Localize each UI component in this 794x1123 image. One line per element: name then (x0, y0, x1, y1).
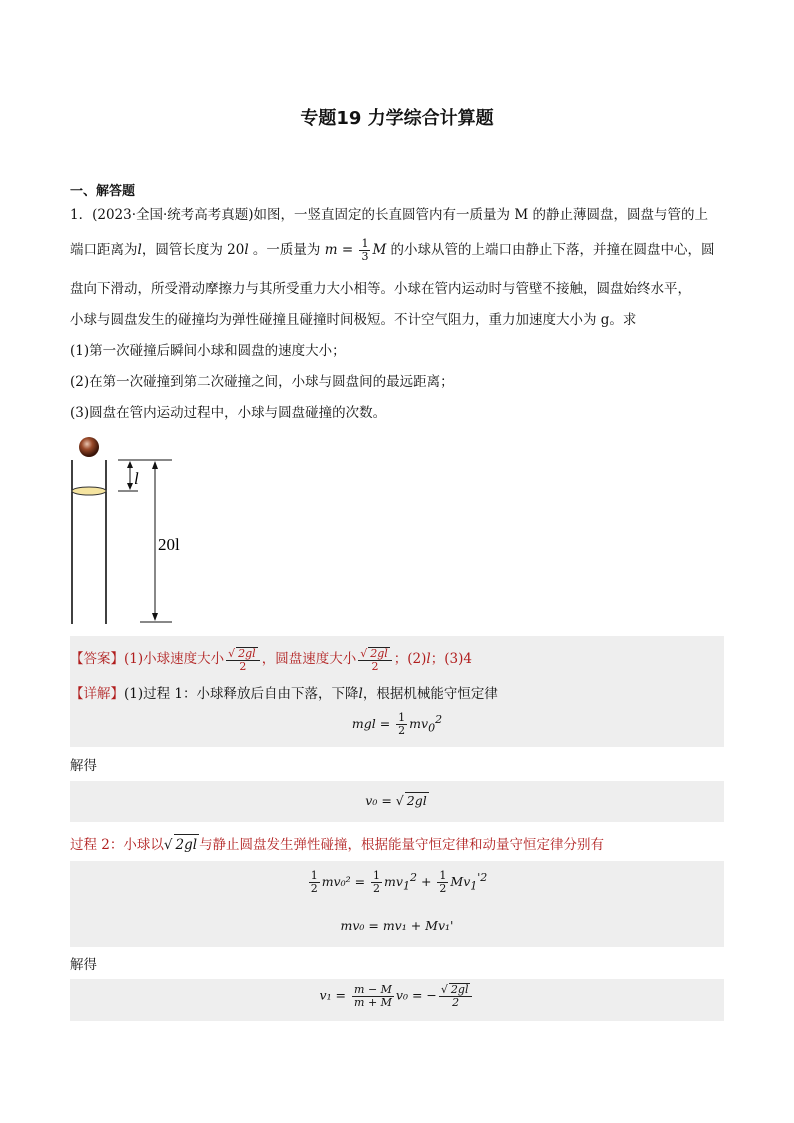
fraction-half: $\frac{1}{2}$ (310, 869, 318, 895)
text-span: (1)小球速度大小 (124, 651, 225, 667)
text-span: (1)过程 1：小球释放后自由下落，下降 (124, 686, 359, 702)
fraction-sqrt2gl-over-2: $\frac{√ 2gl}{2}$ (358, 647, 392, 673)
answer-tag: 【答案】 (70, 651, 124, 667)
text-span: ；(2) (393, 651, 427, 667)
eq-lhs: mv₀² = (321, 874, 370, 889)
detail-tag: 【详解】 (70, 686, 124, 702)
equation-momentum: mv₀ = mv₁ + Mv₁' (340, 918, 454, 933)
sqrt-content: 2gl (238, 646, 256, 660)
text-span: ；(3)4 (430, 651, 472, 667)
fraction-numerator: 1 (361, 237, 369, 250)
fraction-half: $\frac{1}{2}$ (439, 869, 447, 895)
eq-lhs: v₀ = (365, 793, 396, 808)
problem-line-3: 盘向下滑动，所受滑动摩擦力与其所受重力大小相等。小球在管内运动时与管壁不接触，圆盘始终水平， (70, 281, 691, 297)
fraction-denominator: 3 (361, 250, 369, 263)
solve-label-2: 解得 (70, 957, 97, 973)
var-l: l (426, 651, 431, 667)
arrow-l-up-head (127, 461, 133, 468)
disc (72, 487, 106, 495)
label-20l: 20l (158, 535, 180, 554)
problem-line-4: 小球与圆盘发生的碰撞均为弹性碰撞且碰撞时间极短。不计空气阻力，重力加速度大小为 g。求 (70, 312, 637, 328)
arrow-20l-down-head (152, 613, 158, 621)
var-l: l (137, 242, 142, 258)
text-span: 过程 2：小球以 (70, 837, 164, 853)
fraction-half: $\frac{1}{2}$ (398, 711, 406, 737)
problem-line-2 (70, 238, 724, 263)
text-span: 端口距离为 (70, 242, 138, 258)
equation-v0: v₀ = √ 2gl (365, 793, 427, 808)
question-3: (3)圆盘在管内运动过程中，小球与圆盘碰撞的次数。 (70, 405, 387, 421)
formula-m: m = (324, 242, 358, 258)
text-span: 。一质量为 (248, 242, 321, 258)
text-span: 的小球从管的上端口由静止下落，并撞在圆盘中心，圆 (386, 242, 715, 258)
var-l: l (244, 242, 249, 258)
question-1: (1)第一次碰撞后瞬间小球和圆盘的速度大小； (70, 343, 346, 359)
detail-line (70, 684, 724, 704)
problem-line-1: 1．(2023·全国·统考高考真题)如图，一竖直固定的长直圆管内有一质量为 M 的静止薄圆盘，圆盘与管的上 (70, 207, 708, 223)
text-span: 与静止圆盘发生弹性碰撞，根据能量守恒定律和动量守恒定律分别有 (199, 837, 605, 853)
text-span: ，根据机械能守恒定律 (362, 686, 498, 702)
answer-line (70, 644, 724, 674)
sqrt-content: 2gl (406, 793, 427, 808)
fraction-denominator: m + M (354, 995, 392, 1009)
eq-rhs: v₀ = − (395, 987, 437, 1003)
text-span: ，圆管长度为 20 (141, 242, 245, 258)
fraction-half: $\frac{1}{2}$ (373, 869, 381, 895)
solve-label-1: 解得 (70, 758, 97, 774)
page-title: 专题19 力学综合计算题 (300, 108, 494, 129)
sqrt-content: 2gl (450, 983, 469, 996)
fraction-denominator: 2 (371, 659, 379, 673)
equation-energy-1: mgl = $\frac{1}{2}$ $mv_0^2$ (351, 711, 443, 737)
sqrt-content: 2gl (370, 646, 388, 660)
ball (79, 437, 99, 457)
fraction-sqrt2gl-over-2: $\frac{√ 2gl}{2}$ (226, 647, 260, 673)
fraction-denominator: 2 (239, 659, 247, 673)
fraction-denominator: 2 (452, 996, 460, 1009)
eq-lhs: v₁ = (319, 987, 351, 1003)
var-l: l (358, 686, 363, 702)
var-M: M (372, 242, 387, 258)
equation-v1 (70, 983, 724, 1009)
label-l: l (134, 469, 139, 488)
section-heading: 一、解答题 (70, 184, 136, 199)
process-2-line: 过程 2：小球以√ 2gl 与静止圆盘发生弹性碰撞，根据能量守恒定律和动量守恒定律分别有 (70, 834, 724, 855)
arrow-l-down-head (127, 483, 133, 490)
fraction-numerator: m − M (354, 982, 392, 996)
text-span: ，圆盘速度大小 (261, 651, 357, 667)
fraction-one-third (359, 238, 370, 263)
eq-rhs: mv (409, 716, 429, 731)
arrow-20l-up-head (152, 461, 158, 469)
eq-lhs: mgl = (351, 716, 395, 731)
question-2: (2)在第一次碰撞到第二次碰撞之间，小球与圆盘间的最远距离； (70, 374, 454, 390)
sqrt-content: 2gl (174, 834, 200, 855)
tube-diagram (60, 432, 200, 628)
equation-energy-2: $\frac{1}{2}$ mv₀² = $\frac{1}{2}$ $mv_1^2$ + $\frac{1}{2}$ $Mv_1^{'2}$ (310, 869, 488, 895)
fraction-sqrt2gl-over-2: $\frac{√ 2gl}{2}$ (439, 983, 473, 1009)
fraction-mass-ratio (352, 984, 394, 1009)
